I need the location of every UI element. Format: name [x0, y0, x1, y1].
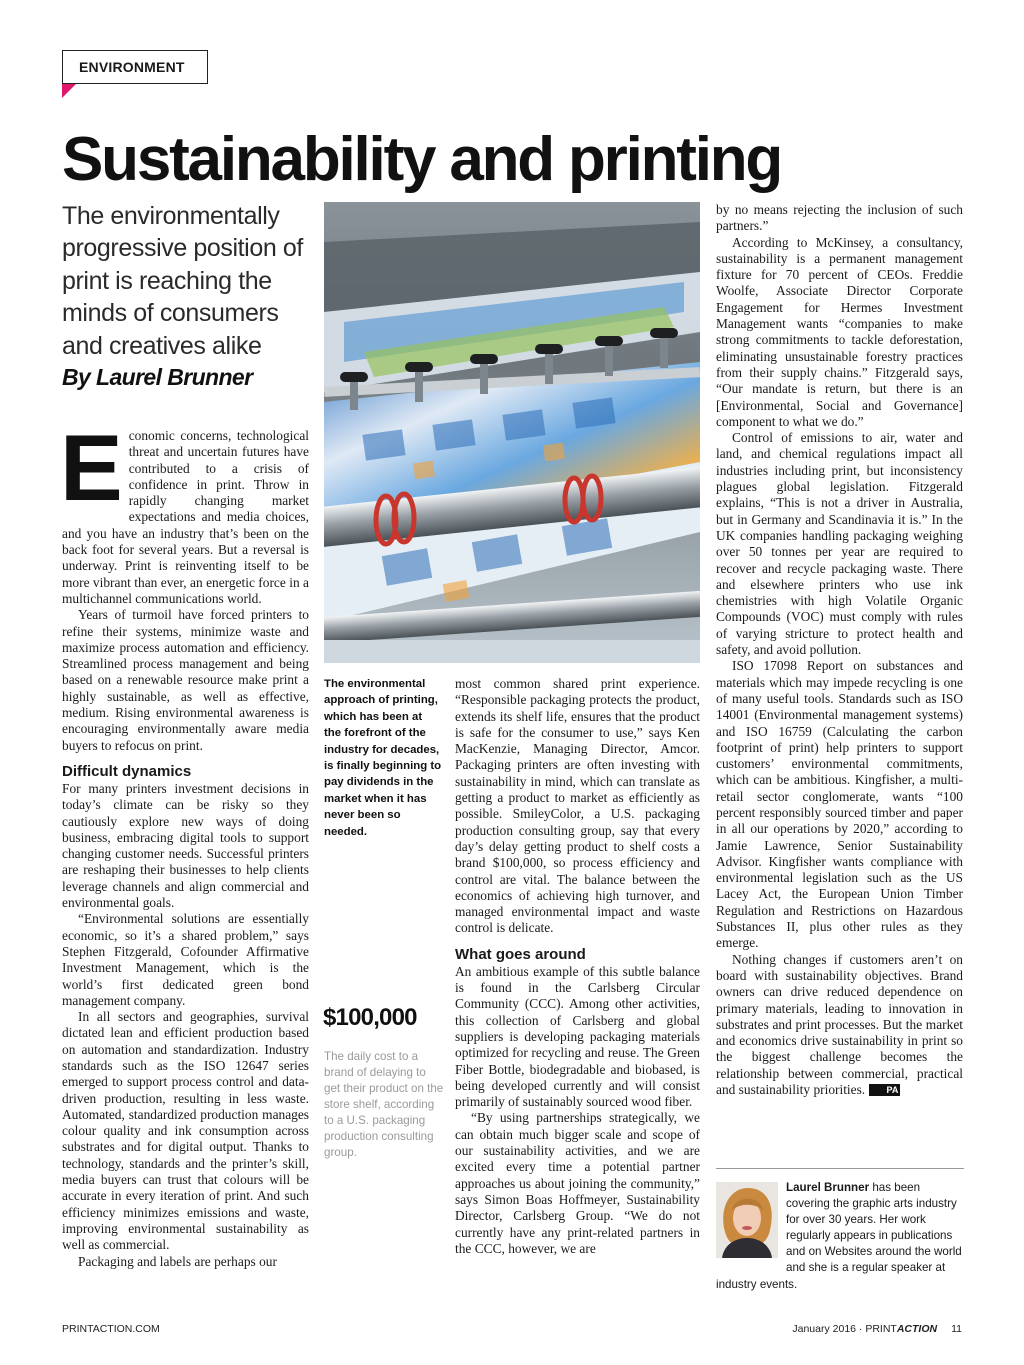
page-number: 11	[951, 1323, 962, 1335]
drop-cap: E	[60, 415, 123, 520]
footer-issue-date: January 2016 ·	[792, 1323, 866, 1335]
article-column-1	[60, 415, 309, 1270]
article-column-3	[455, 676, 700, 1257]
body-paragraph: “By using partnerships strategically, we can obtain much bigger scale and scope of our sustainability activities, and we are excited every time a potential partner approaches us about joining the community,” says Simon Boas Hoffmeyer, Sustainability Director, Carlsberg Group. “We do not currently have any print-related partners in the CCC, however, we are	[455, 1110, 700, 1256]
article-deck: The environmentally progressive position of print is reaching the minds of consumers and creatives alike	[62, 202, 303, 360]
body-paragraph: “Environmental solutions are essentially economic, so it’s a shared problem,” says Stephen Fitzgerald, Cofounder Affirmative Investment Management, which is the world’s first dedicated green bond management company.	[62, 911, 309, 1008]
body-paragraph: According to McKinsey, a consultancy, sustainability is a permanent management fixture for 70 percent of CEOs. Freddie Woolfe, Associate Director Corporate Engagement for Hermes Investment Management wants “companies to make strong commitments to tackle deforestation, eliminating unsustainable forestry practices from their supply chains.” Fitzgerald says, “Our mandate is return, but there is an [Environmental, Social and Governance] component to what we do.”	[716, 234, 963, 429]
body-paragraph: In all sectors and geographies, survival dictated lean and efficient production based on automation and standardization. Industry standards such as the ISO 12647 series emerged to support process control and data-driven production, resulting in less waste. Automated, standardized production manages colour quality and ink consumption across substrates and for digital output. Thanks to technology, standards and the printer’s skill, media buyers can trust that colours will be accurate in every iteration of print. And such efficiency minimizes emissions and waste, improving environmental sustainability as well as commercial.	[62, 1009, 309, 1253]
printing-press-illustration	[324, 202, 700, 663]
body-paragraph: ISO 17098 Report on substances and materials which may impede recycling is one of many useful tools. Standards such as ISO 14001 (Environmental management systems) and ISO 16759 (Calculating the carbon footprint of print) help printers to support customers’ environmental commitments, which can be ambitious. Kingfisher, a multi-retail sector conglomerate, wants “100 percent responsibly sourced timber and paper in all our operations by 2020,” according to Jamie Lawrence, Senior Sustainability Advisor. Kingfisher wants compliance with environmental legislation such as the US Lacey Act, the European Union Timber Regulation and Restrictions on Hazardous Substances II, plus other rules as they emerge.	[716, 658, 963, 951]
end-of-article-mark: PA	[869, 1084, 901, 1096]
pullquote-figure: $100,000	[323, 1004, 417, 1031]
footer-site: PRINTACTION.COM	[62, 1323, 160, 1335]
body-paragraph	[716, 952, 963, 1099]
section-tag-accent	[62, 84, 76, 98]
closing-paragraph-text: Nothing changes if customers aren’t on board with sustainability objectives. Brand owners can drive reduced dependence on primary materials, leading to innovation in substrates and print processes. But the market and economics drive sustainability in print so the biggest challenge becomes the relationship between commercial, practical and sustainability priorities.	[716, 951, 963, 1098]
opening-paragraph	[60, 415, 309, 607]
body-paragraph: most common shared print experience. “Responsible packaging protects the product, extends its shelf life, ensures that the product is safe for the consumer to use,” says Ken MacKenzie, Managing Director, Amcor. Packaging printers are often investing with sustainability in mind, which can translate as getting a product to market as efficiently as possible. SmileyColor, a U.S. packaging production consulting group, say that every day’s delay getting product to shelf costs a brand $100,000, so process efficiency and control are vital. The balance between the economics of achieving high turnover, and managed environmental impact and waste control is delicate.	[455, 676, 700, 936]
magazine-name-part-2: ACTION	[896, 1323, 938, 1335]
photo-caption: The environmental approach of printing, which has been at the forefront of the industry for decades, is finally beginning to pay dividends in the market when it has never been so needed.	[324, 678, 442, 838]
article-byline: By Laurel Brunner	[62, 364, 253, 390]
bio-divider	[716, 1168, 964, 1169]
author-bio	[716, 1180, 966, 1293]
pullquote-text: The daily cost to a brand of delaying to get their product on the store shelf, according to a U.S. packaging production consulting group.	[324, 1050, 444, 1159]
footer-issue-info	[792, 1323, 962, 1335]
body-paragraph: Packaging and labels are perhaps our	[78, 1253, 277, 1269]
article-headline: Sustainability and printing	[62, 125, 782, 194]
subhead-difficult-dynamics: Difficult dynamics	[62, 762, 192, 780]
magazine-name-part-1: PRINT	[865, 1323, 897, 1335]
body-paragraph: Control of emissions to air, water and land, and chemical regulations impact all industries including print, but inconsistency plagues global legislation. Fitzgerald explains, “This is not a driver in Australia, but in Germany and Scandinavia it is.” In the UK companies handling packaging weighing over 50 tonnes per year are required to recover and recycle packaging waste. There and elsewhere printers who use ink chemistries with high Volatile Organic Compounds (VOC) must comply with rules of varying stricture to protect health and safety, and avoid pollution.	[716, 430, 963, 658]
bio-author-name: Laurel Brunner	[786, 1181, 870, 1194]
printing-press-photo	[324, 202, 700, 663]
section-tag-label: ENVIRONMENT	[79, 59, 185, 75]
article-column-4	[716, 202, 963, 1098]
body-paragraph: Years of turmoil have forced printers to refine their systems, minimize waste and maximize process automation and efficiency. Streamlined process management and being based on a renewable resource make print a highly sustainable, as well as effective, medium. Rising environmental awareness is encouraging environmentally aware media buyers to refocus on print.	[62, 607, 309, 753]
body-paragraph: by no means rejecting the inclusion of such partners.”	[716, 202, 963, 234]
body-paragraph: For many printers investment decisions in today’s climate can be risky so they cautiously explore new ways of doing business, embracing digital tools to support changing customer needs. Successful printers are reshaping their businesses to help clients leverage channels and align commercial and environmental goals.	[62, 780, 309, 911]
body-paragraph: An ambitious example of this subtle balance is found in the Carlsberg Circular Community (CCC). Among other activities, this collection of Carlsberg and global suppliers is developing packaging materials optimized for recycling and reuse. The Green Fiber Bottle, biodegradable and biobased, is being developed currently and will consist primarily of sustainably sourced wood fiber.	[455, 963, 700, 1110]
magazine-name	[865, 1323, 937, 1335]
bio-text: has been covering the graphic arts industry for over 30 years. Her work regularly appears in publications and on Websites around the world and she is a regular speaker at industry events.	[716, 1181, 962, 1291]
opening-paragraph-text: conomic concerns, technological threat and uncertain futures have contributed to a crisis of confidence in print. Throw in rapidly changing market expectations and media choices, and you have an industry that’s been on the back foot for several years. But a reversal is underway. Print is reinventing itself to be more vibrant than ever, an energetic force in a multichannel communications world.	[62, 428, 309, 606]
section-tag	[62, 50, 208, 84]
subhead-what-goes-around: What goes around	[455, 945, 586, 963]
